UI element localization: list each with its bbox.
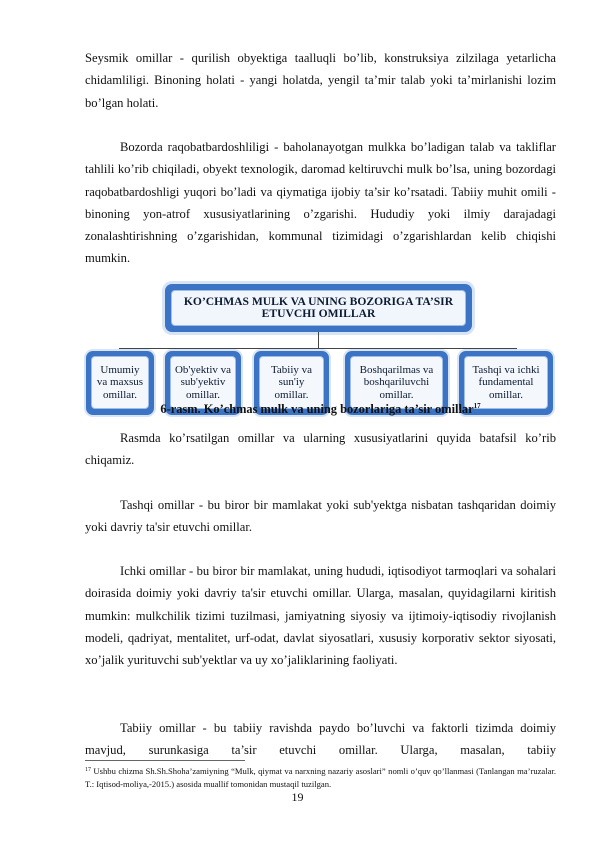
connector-line <box>119 348 516 349</box>
diagram-root-label: KO’CHMAS MULK VA UNING BOZORIGA TA’SIR ETUVCHI OMILLAR <box>171 290 466 326</box>
diagram-child-label: Boshqarilmas va boshqariluvchi omillar. <box>350 356 443 409</box>
diagram-child-label: Umumiy va maxsus omillar. <box>91 356 149 409</box>
paragraph-intro: Rasmda ko’rsatilgan omillar va ularning xususiyatlarini quyida batafsil ko’rib chiqamiz. <box>85 431 556 468</box>
figure-caption-text: 6-rasm. Ko’chmas mulk va uning bozorlariga ta’sir omillar <box>160 402 474 416</box>
paragraph-seismic: Seysmik omillar - qurilish obyektiga taalluqli bo’lib, konstruksiya zilzilaga yetarlicha chidamliligi. Binoning holati - yangi holatda, yengil ta’mir talab yoki ta’mirlanishi lozim bo’lgan holati. <box>85 51 556 110</box>
paragraph-external-factors: Tashqi omillar - bu biror bir mamlakat yoki sub'yektga nisbatan tashqaridan doimiy yoki davriy ta'sir etuvchi omillar. <box>85 498 556 535</box>
footnote-ref: 17 <box>473 402 481 410</box>
footnote-number: 17 <box>85 767 91 773</box>
diagram-child-label: Tabiiy va sun'iy omillar. <box>259 356 324 409</box>
factors-diagram <box>85 282 556 417</box>
footnote-text: Ushbu chizma Sh.Sh.Shoha’zamiyning “Mulk, qiymat va narxning nazariy asoslari” nomli o’quv qo’llanmasi (Tanlangan ma’ruzalar. T.: Iqtisod-moliya,-2015.) asosida muallif tomonidan mustaqil tuzilgan. <box>85 766 556 789</box>
diagram-child-label: Ob'yektiv va sub'yektiv omillar. <box>170 356 236 409</box>
paragraph-internal-factors: Ichki omillar - bu biror bir mamlakat, uning hududi, iqtisodiyot tarmoqlari va sohalari doirasida doimiy yoki davriy ta'sir etuvchi omillar. Ularga, masalan, quyidagilarni kiritish mumkin: mulkchilik tizimi tuzilmasi, jamiyatning siyosiy va ijtimoiy-iqtisodiy rivojlanish modeli, qadriyat, mentalitet, urf-odat, davlat siyosatlari, xususiy korporativ sektor siyosati, xo’jalik yurituvchi sub'yektlar va uy xo’jaliklarining faoliyati. <box>85 564 556 668</box>
paragraph-competitiveness: Bozorda raqobatbardoshliligi - baholanayotgan mulkka bo’ladigan talab va takliflar tahlili ko’rib chiqiladi, obyekt texnologik, daromad keltiruvchi mulk bo’lsa, uning bozordagi raqobatbardoshligi yuqori bo’ladi va qiymatiga ijobiy ta’sir ko’rsatadi. Tabiiy muhit omili - binoning yon-atrof xususiyatlarining o’zgarishi. Hududiy yoki ilmiy darajadagi zonalashtirishning o’zgarishidan, kommunal tizimidagi o’zgarishlardan kelib chiqishi mumkin. <box>85 140 556 266</box>
page-number: 19 <box>291 790 304 804</box>
paragraph-natural-factors: Tabiiy omillar - bu tabiiy ravishda paydo bo’luvchi va faktorli tizimda doimiy mavjud, surunkasiga ta’sir etuvchi omillar. Ularga, masalan, tabiiy <box>85 721 556 758</box>
diagram-child-label: Tashqi va ichki fundamental omillar. <box>464 356 548 409</box>
footnote-divider <box>85 760 245 761</box>
diagram-root-box <box>165 284 472 332</box>
figure-caption <box>85 401 556 417</box>
footnote <box>85 765 556 791</box>
connector-line <box>318 332 319 348</box>
